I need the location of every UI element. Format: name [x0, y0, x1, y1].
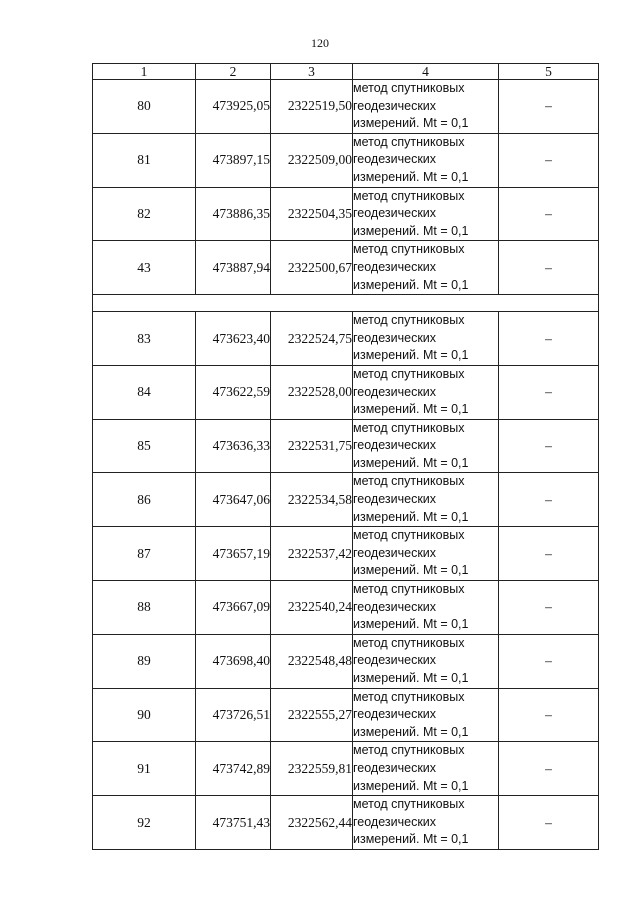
coordinates-table [92, 63, 599, 850]
method-line-1: метод спутниковых [353, 366, 465, 381]
method-line-1: метод спутниковых [353, 242, 465, 257]
x-coordinate-cell: 473897,15 [196, 133, 271, 187]
method-cell [353, 634, 499, 688]
point-number-cell: 80 [93, 80, 196, 134]
header-col-3: 3 [271, 64, 353, 80]
y-coordinate-cell: 2322540,24 [271, 581, 353, 635]
method-line-1: метод спутниковых [353, 313, 465, 328]
method-cell [353, 688, 499, 742]
x-coordinate-cell: 473667,09 [196, 581, 271, 635]
point-number-cell: 88 [93, 581, 196, 635]
note-cell: – [499, 742, 599, 796]
y-coordinate-cell: 2322559,81 [271, 742, 353, 796]
point-number-cell: 87 [93, 527, 196, 581]
y-coordinate-cell: 2322519,50 [271, 80, 353, 134]
note-cell: – [499, 581, 599, 635]
table-row [93, 527, 599, 581]
method-line-1: метод спутниковых [353, 474, 465, 489]
method-line-3: измерений. Mt = 0,1 [353, 277, 469, 292]
table-row [93, 133, 599, 187]
x-coordinate-cell: 473698,40 [196, 634, 271, 688]
y-coordinate-cell: 2322548,48 [271, 634, 353, 688]
x-coordinate-cell: 473636,33 [196, 419, 271, 473]
x-coordinate-cell: 473751,43 [196, 796, 271, 850]
method-line-2: геодезических [353, 653, 437, 668]
note-cell: – [499, 419, 599, 473]
x-coordinate-cell: 473623,40 [196, 312, 271, 366]
header-col-2: 2 [196, 64, 271, 80]
method-line-1: метод спутниковых [353, 582, 465, 597]
method-line-2: геодезических [353, 492, 437, 507]
method-line-3: измерений. Mt = 0,1 [353, 348, 469, 363]
y-coordinate-cell: 2322537,42 [271, 527, 353, 581]
method-line-1: метод спутниковых [353, 635, 465, 650]
note-cell: – [499, 473, 599, 527]
note-cell: – [499, 80, 599, 134]
method-cell [353, 742, 499, 796]
method-line-2: геодезических [353, 98, 437, 113]
x-coordinate-cell: 473742,89 [196, 742, 271, 796]
method-cell [353, 419, 499, 473]
method-cell [353, 365, 499, 419]
page-number: 120 [311, 36, 329, 50]
method-line-3: измерений. Mt = 0,1 [353, 509, 469, 524]
method-line-3: измерений. Mt = 0,1 [353, 671, 469, 685]
table-row [93, 688, 599, 742]
y-coordinate-cell: 2322534,58 [271, 473, 353, 527]
method-line-1: метод спутниковых [353, 134, 465, 149]
method-line-2: геодезических [353, 707, 437, 722]
table-body [93, 80, 599, 850]
table-header-row [93, 64, 599, 80]
method-cell [353, 527, 499, 581]
note-cell: – [499, 187, 599, 241]
method-line-2: геодезических [353, 545, 437, 560]
method-line-3: измерений. Mt = 0,1 [353, 724, 469, 739]
point-number-cell: 43 [93, 241, 196, 295]
point-number-cell: 91 [93, 742, 196, 796]
method-line-2: геодезических [353, 206, 437, 221]
table-row [93, 796, 599, 850]
note-cell: – [499, 312, 599, 366]
table-row [93, 241, 599, 295]
method-cell [353, 312, 499, 366]
method-line-2: геодезических [353, 438, 437, 453]
point-number-cell: 82 [93, 187, 196, 241]
y-coordinate-cell: 2322524,75 [271, 312, 353, 366]
x-coordinate-cell: 473657,19 [196, 527, 271, 581]
header-col-1: 1 [93, 64, 196, 80]
method-line-2: геодезических [353, 384, 437, 399]
note-cell: – [499, 133, 599, 187]
note-cell: – [499, 796, 599, 850]
point-number-cell: 92 [93, 796, 196, 850]
table-row [93, 634, 599, 688]
contour-separator-row [93, 295, 599, 312]
x-coordinate-cell: 473647,06 [196, 473, 271, 527]
table-row [93, 419, 599, 473]
method-line-3: измерений. Mt = 0,1 [353, 832, 469, 847]
x-coordinate-cell: 473925,05 [196, 80, 271, 134]
method-cell [353, 796, 499, 850]
y-coordinate-cell: 2322504,35 [271, 187, 353, 241]
method-line-2: геодезических [353, 259, 437, 274]
note-cell: – [499, 241, 599, 295]
y-coordinate-cell: 2322528,00 [271, 365, 353, 419]
y-coordinate-cell: 2322531,75 [271, 419, 353, 473]
method-line-1: метод спутниковых [353, 81, 465, 95]
y-coordinate-cell: 2322555,27 [271, 688, 353, 742]
table-row [93, 312, 599, 366]
table-row [93, 80, 599, 134]
point-number-cell: 84 [93, 365, 196, 419]
header-col-4: 4 [353, 64, 499, 80]
header-col-5: 5 [499, 64, 599, 80]
method-line-1: метод спутниковых [353, 797, 465, 812]
method-cell [353, 581, 499, 635]
method-line-3: измерений. Mt = 0,1 [353, 617, 469, 632]
table-row [93, 742, 599, 796]
point-number-cell: 85 [93, 419, 196, 473]
method-cell [353, 80, 499, 134]
point-number-cell: 89 [93, 634, 196, 688]
table-row [93, 581, 599, 635]
x-coordinate-cell: 473726,51 [196, 688, 271, 742]
note-cell: – [499, 527, 599, 581]
x-coordinate-cell: 473887,94 [196, 241, 271, 295]
method-line-3: измерений. Mt = 0,1 [353, 455, 469, 470]
point-number-cell: 90 [93, 688, 196, 742]
method-line-3: измерений. Mt = 0,1 [353, 169, 469, 184]
y-coordinate-cell: 2322500,67 [271, 241, 353, 295]
table-row [93, 473, 599, 527]
method-line-3: измерений. Mt = 0,1 [353, 116, 469, 131]
method-cell [353, 133, 499, 187]
method-line-2: геодезических [353, 599, 437, 614]
y-coordinate-cell: 2322509,00 [271, 133, 353, 187]
table-row [93, 187, 599, 241]
method-line-2: геодезических [353, 760, 437, 775]
y-coordinate-cell: 2322562,44 [271, 796, 353, 850]
x-coordinate-cell: 473886,35 [196, 187, 271, 241]
method-line-3: измерений. Mt = 0,1 [353, 402, 469, 417]
table-row [93, 365, 599, 419]
x-coordinate-cell: 473622,59 [196, 365, 271, 419]
method-line-1: метод спутниковых [353, 420, 465, 435]
method-line-2: геодезических [353, 330, 437, 345]
method-line-1: метод спутниковых [353, 743, 465, 758]
note-cell: – [499, 365, 599, 419]
method-cell [353, 187, 499, 241]
method-line-3: измерений. Mt = 0,1 [353, 563, 469, 578]
method-line-3: измерений. Mt = 0,1 [353, 223, 469, 238]
point-number-cell: 86 [93, 473, 196, 527]
note-cell: – [499, 688, 599, 742]
method-cell [353, 241, 499, 295]
method-line-1: метод спутниковых [353, 188, 465, 203]
note-cell: – [499, 634, 599, 688]
point-number-cell: 83 [93, 312, 196, 366]
contour-separator-cell [93, 295, 599, 312]
point-number-cell: 81 [93, 133, 196, 187]
method-cell [353, 473, 499, 527]
method-line-1: метод спутниковых [353, 528, 465, 543]
method-line-3: измерений. Mt = 0,1 [353, 778, 469, 793]
method-line-2: геодезических [353, 814, 437, 829]
method-line-2: геодезических [353, 152, 437, 167]
method-line-1: метод спутниковых [353, 689, 465, 704]
